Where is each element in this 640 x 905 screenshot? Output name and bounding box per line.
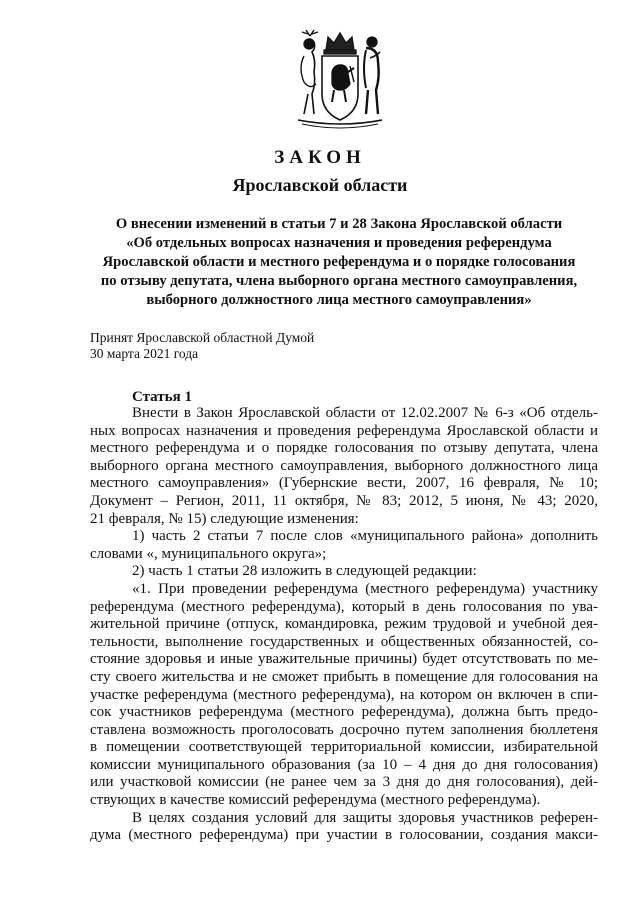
text-line: 21 февраля, № 15) следующие изменения: — [90, 510, 359, 527]
text-line: сту своего жительства и не сможет прибыть в помещение для голосования на — [90, 668, 598, 685]
adoption-date: 30 марта 2021 года — [90, 346, 199, 361]
text-line: 2) часть 1 статьи 28 изложить в следующей редакции: — [132, 563, 477, 580]
text-line: Внести в Закон Ярославской области от 12.02.2007 № 6-з «Об отдель- — [132, 405, 598, 421]
text-line: дума (местного референдума) при участии в голосовании, создания макси- — [90, 827, 598, 844]
coat-of-arms-icon — [282, 28, 398, 134]
text-line: участке референдума (местного референдума), на котором он включен в спи- — [90, 686, 598, 703]
text-line: сок участников референдума (местного референдума), должна быть предо- — [90, 704, 598, 721]
text-line: или участковой комиссии (не ранее чем за 3 дня до дня голосования), дей- — [90, 774, 598, 791]
text-line: В целях создания условий для защиты здоровья участников референ- — [132, 809, 598, 826]
adoption-note — [90, 330, 314, 362]
adoption-body: Принят Ярославской областной Думой — [90, 330, 315, 345]
law-subject — [80, 215, 598, 310]
text-line: 1) часть 2 статьи 7 после слов «муниципального района» дополнить — [132, 528, 598, 545]
text-line: местного референдума и о порядке голосования по отзыву депутата, члена — [90, 440, 598, 457]
law-title: ЗАКОН — [274, 147, 366, 168]
text-line: стояние здоровья и иные уважительные причины) будет отсутствовать по ме- — [90, 651, 598, 668]
article-body — [90, 405, 598, 845]
subject-line: по отзыву депутата, члена выборного органа местного самоуправления, — [100, 273, 578, 289]
subject-line: О внесении изменений в статьи 7 и 28 Закона Ярославской области — [115, 216, 563, 232]
text-line: «1. При проведении референдума (местного референдума) участнику — [132, 580, 598, 597]
text-line: ствующих в качестве комиссий референдума (местного референдума). — [90, 792, 541, 809]
law-region: Ярославской области — [232, 175, 408, 195]
subject-line: выборного должностного лица местного самоуправления» — [146, 292, 532, 308]
text-line: референдума (местного референдума), который в день голосования по ува- — [90, 598, 598, 615]
text-line: комиссии муниципального образования (за 10 – 4 дня до дня голосования) — [90, 756, 598, 773]
text-line: ставлена возможность проголосовать досрочно путем заполнения бюллетеня — [90, 721, 598, 738]
text-line: выборного органа местного самоуправления, выборного должностного лица — [90, 457, 598, 474]
text-line: Документ – Регион, 2011, 11 октября, № 83; 2012, 5 июня, № 43; 2020, — [90, 492, 598, 509]
text-line: жительной причине (отпуск, командировка, режим трудовой и учебной дея- — [90, 616, 598, 633]
subject-line: «Об отдельных вопросах назначения и проведения референдума — [126, 235, 552, 251]
text-line: тельности, выполнение государственных и общественных обязанностей, со- — [90, 633, 598, 650]
text-line: ных вопросах назначения и проведения референдума Ярославской области и — [90, 422, 598, 439]
subject-line: Ярославской области и местного референдума и о порядке голосования — [102, 254, 576, 270]
text-line: в помещении соответствующей территориальной комиссии, избирательной — [90, 739, 598, 756]
article-heading: Статья 1 — [132, 389, 192, 405]
text-line: словами «, муниципального округа»; — [90, 545, 327, 562]
text-line: местного самоуправления» (Губернские вести, 2007, 16 февраля, № 10; — [90, 475, 598, 492]
